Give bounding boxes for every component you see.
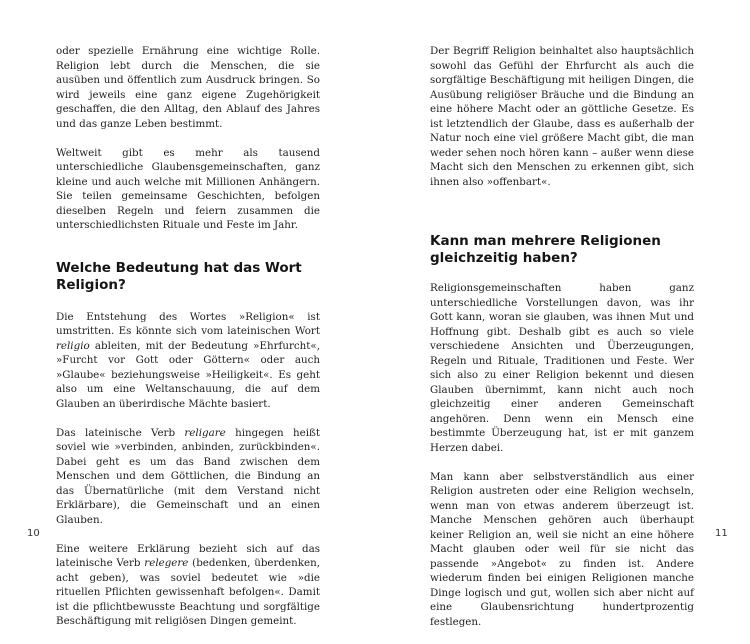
right-text-column bbox=[430, 44, 694, 644]
paragraph: Eine weitere Erklärung bezieht sich auf das lateinische Verb relegere (bedenken, überdenken, acht geben), was soviel bedeutet wie »die rituellen Pflichten gewissenhaft befolgen«. Damit ist die pflichtbewusste Beachtung und sorgfältige Beschäftigung mit religiösen Dingen gemeint. bbox=[56, 542, 320, 627]
page-number: 10 bbox=[27, 528, 40, 539]
right-page bbox=[375, 0, 750, 628]
paragraph: Man kann aber selbstverständlich aus einer Religion austreten oder eine Religion wechseln, wenn man von etwas anderem überzeugt ist. Manche Menschen gehören auch überhaupt keiner Religion an, weil sie nicht an eine höhere Macht glauben oder weil für sie nicht das passende »Angebot« zu finden ist. Andere wiederum finden bei einigen Religionen manche Dinge logisch und gut, wollen sich aber nicht auf eine Glaubensrichtung hundertprozentig festlegen. bbox=[430, 470, 694, 628]
paragraph: Religionsgemeinschaften haben ganz unterschiedliche Vorstellungen davon, was ihr Gott kann, woran sie glauben, was ihnen Mut und Hoffnung gibt. Deshalb gibt es auch so viele verschiedene Ansichten und Überzeugungen, Regeln und Rituale, Traditionen und Feste. Wer sich also zu einer Religion bekennt und diesen Glauben übernimmt, kann nicht auch noch gleichzeitig einer anderen Gemeinschaft angehören. Denn wenn ein Mensch eine bestimmte Überzeugung hat, ist er mit ganzem Herzen dabei. bbox=[430, 282, 694, 454]
paragraph: oder spezielle Ernährung eine wichtige Rolle. Religion lebt durch die Menschen, die sie ausüben und öffentlich zum Ausdruck bringen. So wird jeweils eine ganz eigene Zugehörigkeit geschaffen, die den Alltag, den Ablauf des Jahres und das ganze Leben bestimmt. bbox=[56, 45, 320, 130]
section-heading: Welche Bedeutung hat das Wort Religion? bbox=[56, 259, 302, 293]
left-text-column bbox=[56, 44, 320, 643]
section-heading: Kann man mehrere Religionen gleichzeitig haben? bbox=[430, 233, 661, 266]
left-page bbox=[0, 0, 375, 627]
paragraph: Der Begriff Religion beinhaltet also hauptsächlich sowohl das Gefühl der Ehrfurcht als auch die sorgfältige Beschäftigung mit heiligen Dingen, die Ausübung religiöser Bräuche und die Bindung an eine höhere Macht oder an göttliche Gesetze. Es ist letztendlich der Glaube, dass es außerhalb der Natur noch eine viel größere Macht gibt, die man weder sehen noch hören kann – außer wenn diese Macht sich den Menschen zu erkennen gibt, sich ihnen also »offenbart«. bbox=[430, 45, 694, 188]
paragraph: Die Entstehung des Wortes »Religion« ist umstritten. Es könnte sich vom lateinischen Wort religio ableiten, mit der Bedeutung »Ehrfurcht«, »Furcht vor Gott oder Göttern« oder auch »Glaube« beziehungsweise »Heiligkeit«. Es geht also um eine Weltanschauung, die auf dem Glauben an überirdische Mächte basiert. bbox=[56, 310, 320, 410]
page-number: 11 bbox=[715, 528, 728, 539]
paragraph: Weltweit gibt es mehr als tausend unterschiedliche Glaubensgemeinschaften, ganz kleine und auch welche mit Millionen Anhängern. Sie teilen gemeinsame Geschichten, befolgen dieselben Regeln und feiern zusammen die unterschiedlichsten Rituale und Feste im Jahr. bbox=[56, 146, 320, 231]
paragraph: Das lateinische Verb religare hingegen heißt soviel wie »verbinden, anbinden, zurückbinden«. Dabei geht es um das Band zwischen dem Menschen und dem Göttlichen, die Bindung an das Übernatürliche (mit dem Verstand nicht Erklärbare), die Gemeinschaft und an einen Glauben. bbox=[56, 426, 320, 526]
